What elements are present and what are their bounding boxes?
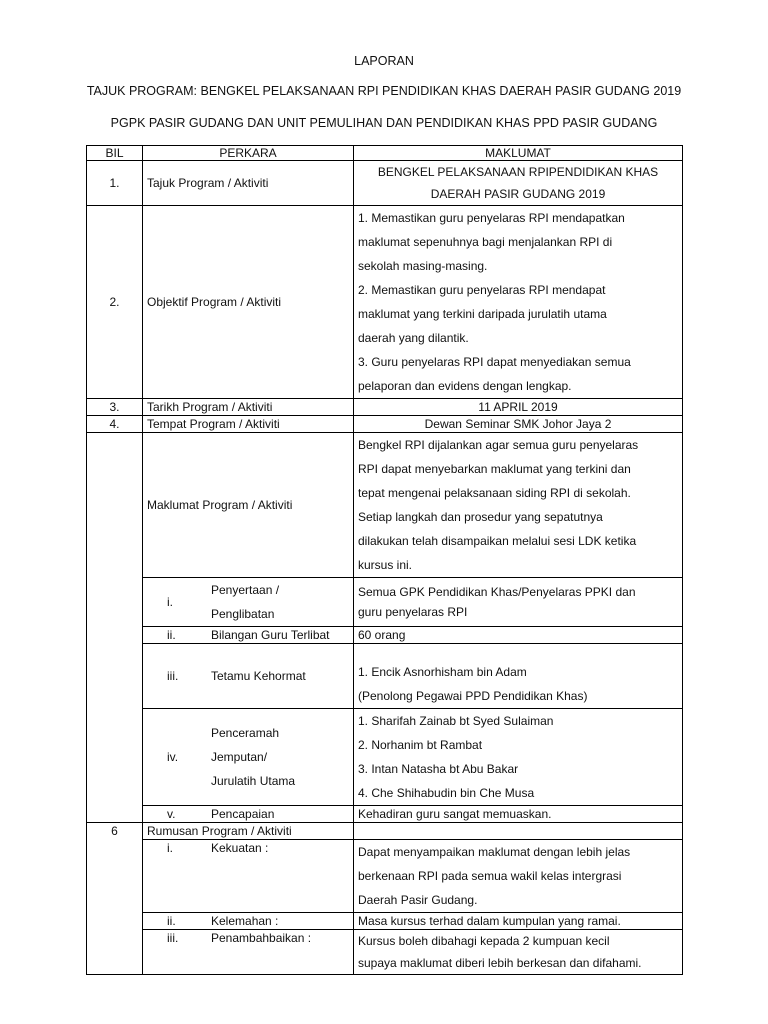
sub-label: Kekuatan : [211,841,269,855]
sub-item [143,840,354,913]
sub-label: Penambahbaikan : [211,931,312,945]
info-line: daerah yang dilantik. [358,331,469,345]
row-info [354,433,683,578]
row-subject: Maklumat Program / Aktiviti [143,433,354,578]
row-subject: Tajuk Program / Aktiviti [143,161,354,206]
table-row [87,913,683,930]
sub-item [143,930,354,975]
info-line: 3. Guru penyelaras RPI dapat menyediakan semua [358,355,631,369]
row-number: 1. [87,161,143,206]
row-subject: Rumusan Program / Aktiviti [143,823,354,840]
sub-value [354,709,683,806]
info-line: Setiap langkah dan prosedur yang sepatutnya [358,510,603,524]
value-line: 2. Norhanim bt Rambat [358,738,483,752]
table-row [87,627,683,644]
sub-value [354,578,683,627]
organizer-line: PGPK PASIR GUDANG DAN UNIT PEMULIHAN DAN PENDIDIKAN KHAS PPD PASIR GUDANG [110,116,658,130]
info-line: sekolah masing-masing. [358,259,488,273]
info-line: maklumat sepenuhnya bagi menjalankan RPI di [358,235,613,249]
table-row [87,840,683,913]
table-row [87,578,683,627]
info-line: dilakukan telah disampaikan melalui sesi LDK ketika [358,534,637,548]
value-line: 1. Encik Asnorhisham bin Adam [358,665,527,679]
sub-label: Jemputan/ [211,750,268,764]
row-number: 6 [87,823,143,975]
header-bil: BIL [87,146,143,161]
sub-item [143,806,354,823]
row-subject: Objektif Program / Aktiviti [143,206,354,399]
value-line: supaya maklumat diberi lebih berkesan dan difahami. [358,956,642,970]
sub-number: i. [167,595,173,609]
sub-number: ii. [167,628,176,642]
row-info [354,161,683,206]
info-line: DAERAH PASIR GUDANG 2019 [430,187,606,201]
sub-label: Tetamu Kehormat [211,669,306,683]
value-line: 3. Intan Natasha bt Abu Bakar [358,762,519,776]
sub-value: Masa kursus terhad dalam kumpulan yang ramai. [354,913,683,930]
info-line: kursus ini. [358,558,413,572]
info-line: tepat mengenai pelaksanaan siding RPI di sekolah. [358,486,631,500]
sub-value [354,644,683,709]
report-table [86,145,683,975]
info-line: Bengkel RPI dijalankan agar semua guru penyelaras [358,438,639,452]
value-line: Kursus boleh dibahagi kepada 2 kumpuan kecil [358,934,610,948]
table-row [87,709,683,806]
sub-item [143,709,354,806]
sub-value: 60 orang [354,627,683,644]
row-subject: Tempat Program / Aktiviti [143,416,354,433]
value-line: guru penyelaras RPI [358,605,468,619]
sub-item [143,913,354,930]
table-row [87,161,683,206]
value-line: Daerah Pasir Gudang. [358,893,478,907]
value-line: Dapat menyampaikan maklumat dengan lebih jelas [358,845,631,859]
value-line: Semua GPK Pendidikan Khas/Penyelaras PPKI dan [358,585,636,599]
row-info [354,823,683,840]
row-number: 2. [87,206,143,399]
header-perkara: PERKARA [143,146,354,161]
value-line: 1. Sharifah Zainab bt Syed Sulaiman [358,714,554,728]
sub-number: iii. [167,931,179,945]
row-number: 3. [87,399,143,416]
row-info: 11 APRIL 2019 [354,399,683,416]
sub-number: iv. [167,750,179,764]
sub-item [143,644,354,709]
info-line: 2. Memastikan guru penyelaras RPI mendapat [358,283,606,297]
sub-label: Bilangan Guru Terlibat [211,628,330,642]
sub-label: Kelemahan : [211,914,279,928]
sub-label: Jurulatih Utama [211,774,296,788]
sub-value [354,840,683,913]
table-row [87,644,683,709]
info-line: pelaporan dan evidens dengan lengkap. [358,379,572,393]
table-row [87,399,683,416]
table-header-row [87,146,683,161]
value-line: 4. Che Shihabudin bin Che Musa [358,786,535,800]
sub-label: Pencapaian [211,807,275,821]
sub-item [143,627,354,644]
sub-value [354,930,683,975]
value-line: berkenaan RPI pada semua wakil kelas intergrasi [358,869,622,883]
row-number [87,433,143,823]
report-title: LAPORAN [354,54,414,68]
sub-number: ii. [167,914,176,928]
info-line: RPI dapat menyebarkan maklumat yang terkini dan [358,462,631,476]
row-info: Dewan Seminar SMK Johor Jaya 2 [354,416,683,433]
sub-value: Kehadiran guru sangat memuaskan. [354,806,683,823]
info-line: 1. Memastikan guru penyelaras RPI mendapatkan [358,211,625,225]
table-row [87,433,683,578]
sub-number: iii. [167,669,179,683]
sub-label: Penglibatan [211,607,275,621]
row-subject: Tarikh Program / Aktiviti [143,399,354,416]
info-line: maklumat yang terkini daripada jurulatih utama [358,307,607,321]
table-row [87,206,683,399]
row-info [354,206,683,399]
row-number: 4. [87,416,143,433]
table-row [87,806,683,823]
table-row [87,930,683,975]
sub-item [143,578,354,627]
sub-number: i. [167,841,173,855]
table-row [87,416,683,433]
value-line: (Penolong Pegawai PPD Pendidikan Khas) [358,689,588,703]
header-maklumat: MAKLUMAT [354,146,683,161]
info-line: BENGKEL PELAKSANAAN RPIPENDIDIKAN KHAS [377,165,659,179]
sub-number: v. [167,807,176,821]
sub-label: Penyertaan / [211,583,280,597]
program-title: TAJUK PROGRAM: BENGKEL PELAKSANAAN RPI PENDIDIKAN KHAS DAERAH PASIR GUDANG 2019 [86,84,682,98]
table-row [87,823,683,840]
sub-label: Penceramah [211,726,280,740]
